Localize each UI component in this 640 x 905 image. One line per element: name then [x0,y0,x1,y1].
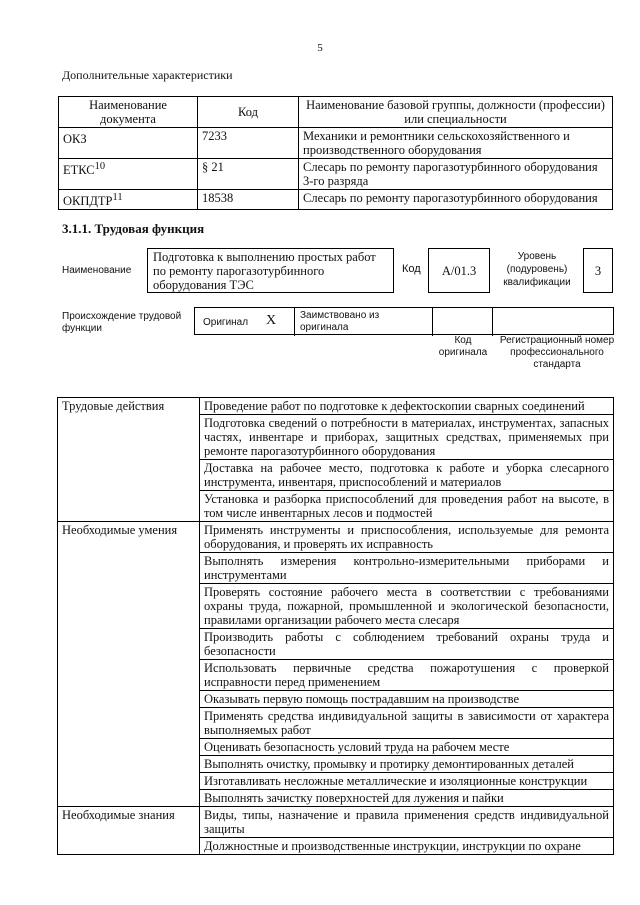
origin-label: Происхождение трудовой функции [62,311,182,334]
original-code-label: Код оригинала [438,335,488,358]
list-item: Установка и разборка приспособлений для проведения работ на высоте, в том числе инвентарных лесов и подмостей [200,491,614,522]
borrowed-cell [295,308,433,336]
table-row [58,522,614,553]
original-mark: X [266,313,277,328]
list-item: Применять средства индивидуальной защиты в зависимости от характера выполняемых работ [200,708,614,739]
list-item: Использовать первичные средства пожаротушения с проверкой исправности перед применением [200,660,614,691]
name-label: Наименование [62,265,132,276]
table-row [59,159,613,190]
table-row [58,398,614,415]
actions-label: Трудовые действия [58,398,200,522]
table-row [58,807,614,838]
table-row [59,128,613,159]
list-item: Оказывать первую помощь пострадавшим на производстве [200,691,614,708]
name-cell: Механики и ремонтники сельскохозяйственного и производственного оборудования [299,128,613,159]
function-heading: 3.1.1. Трудовая функция [62,221,205,236]
doc-cell [59,159,198,190]
list-item: Производить работы с соблюдением требований охраны труда и безопасности [200,629,614,660]
registration-number-cell [493,308,615,336]
origin-row [194,307,614,335]
level-label: Уровень (подуровень) квалификации [503,251,571,288]
list-item: Виды, типы, назначение и правила применения средств индивидуальной защиты [200,807,614,838]
list-item: Проверять состояние рабочего места в соответствии с требованиями охраны труда, пожарной, промышленной и экологической безопасности, правилами организации рабочего места слесаря [200,584,614,629]
borrowed-label: Заимствовано из оригинала [300,310,380,333]
name-cell: Слесарь по ремонту парогазотурбинного оборудования 3-го разряда [299,159,613,190]
level-box: 3 [583,248,613,293]
section-heading-additional: Дополнительные характеристики [62,68,233,82]
list-item: Применять инструменты и приспособления, используемые для ремонта оборудования, и проверять их исправность [200,522,614,553]
header-doc: Наименование документа [59,97,198,128]
page-number: 5 [317,42,323,54]
registration-number-label: Регистрационный номер профессионального стандарта [499,335,615,370]
doc-cell [59,128,198,159]
original-label: Оригинал [203,317,249,328]
function-name-box: Подготовка к выполнению простых работ по ремонту парогазотурбинного оборудования ТЭС [147,248,394,293]
footnote-ref: 11 [112,192,123,203]
name-cell: Слесарь по ремонту парогазотурбинного оборудования [299,190,613,210]
skills-label: Необходимые умения [58,522,200,807]
list-item: Выполнять зачистку поверхностей для лужения и пайки [200,790,614,807]
list-item: Доставка на рабочее место, подготовка к работе и уборка слесарного инструмента, инвентаря, приспособлений и материалов [200,460,614,491]
list-item: Должностные и производственные инструкции, инструкции по охране [200,838,614,855]
function-code-box: A/01.3 [428,248,490,293]
original-cell [195,308,295,336]
doc-name: ОКЗ [63,132,87,147]
list-item: Изготавливать несложные металлические и изоляционные конструкции [200,773,614,790]
function-details-table [57,397,614,855]
list-item: Проведение работ по подготовке к дефектоскопии сварных соединений [200,398,614,415]
doc-name: ОКПДТР [63,194,113,209]
code-cell: 18538 [198,190,299,210]
doc-name: ЕТКС [63,163,95,178]
list-item: Выполнять очистку, промывку и протирку демонтированных деталей [200,756,614,773]
table-row [59,190,613,210]
list-item: Подготовка сведений о потребности в материалах, инструментах, запасных частях, инвентаре и приборах, защитных средствах, применяемых при ремонте парогазотурбинного оборудования [200,415,614,460]
list-item: Оценивать безопасность условий труда на рабочем месте [200,739,614,756]
footnote-ref: 10 [94,161,106,172]
doc-cell [59,190,198,210]
table-header-row [59,97,613,128]
header-code: Код [198,97,299,128]
additional-characteristics-table [58,96,613,210]
code-cell: 7233 [198,128,299,159]
code-cell: § 21 [198,159,299,190]
original-code-cell [433,308,493,336]
list-item: Выполнять измерения контрольно-измерительными приборами и инструментами [200,553,614,584]
code-label: Код [402,263,421,275]
header-name: Наименование базовой группы, должности (профессии) или специальности [299,97,613,128]
knowledge-label: Необходимые знания [58,807,200,855]
